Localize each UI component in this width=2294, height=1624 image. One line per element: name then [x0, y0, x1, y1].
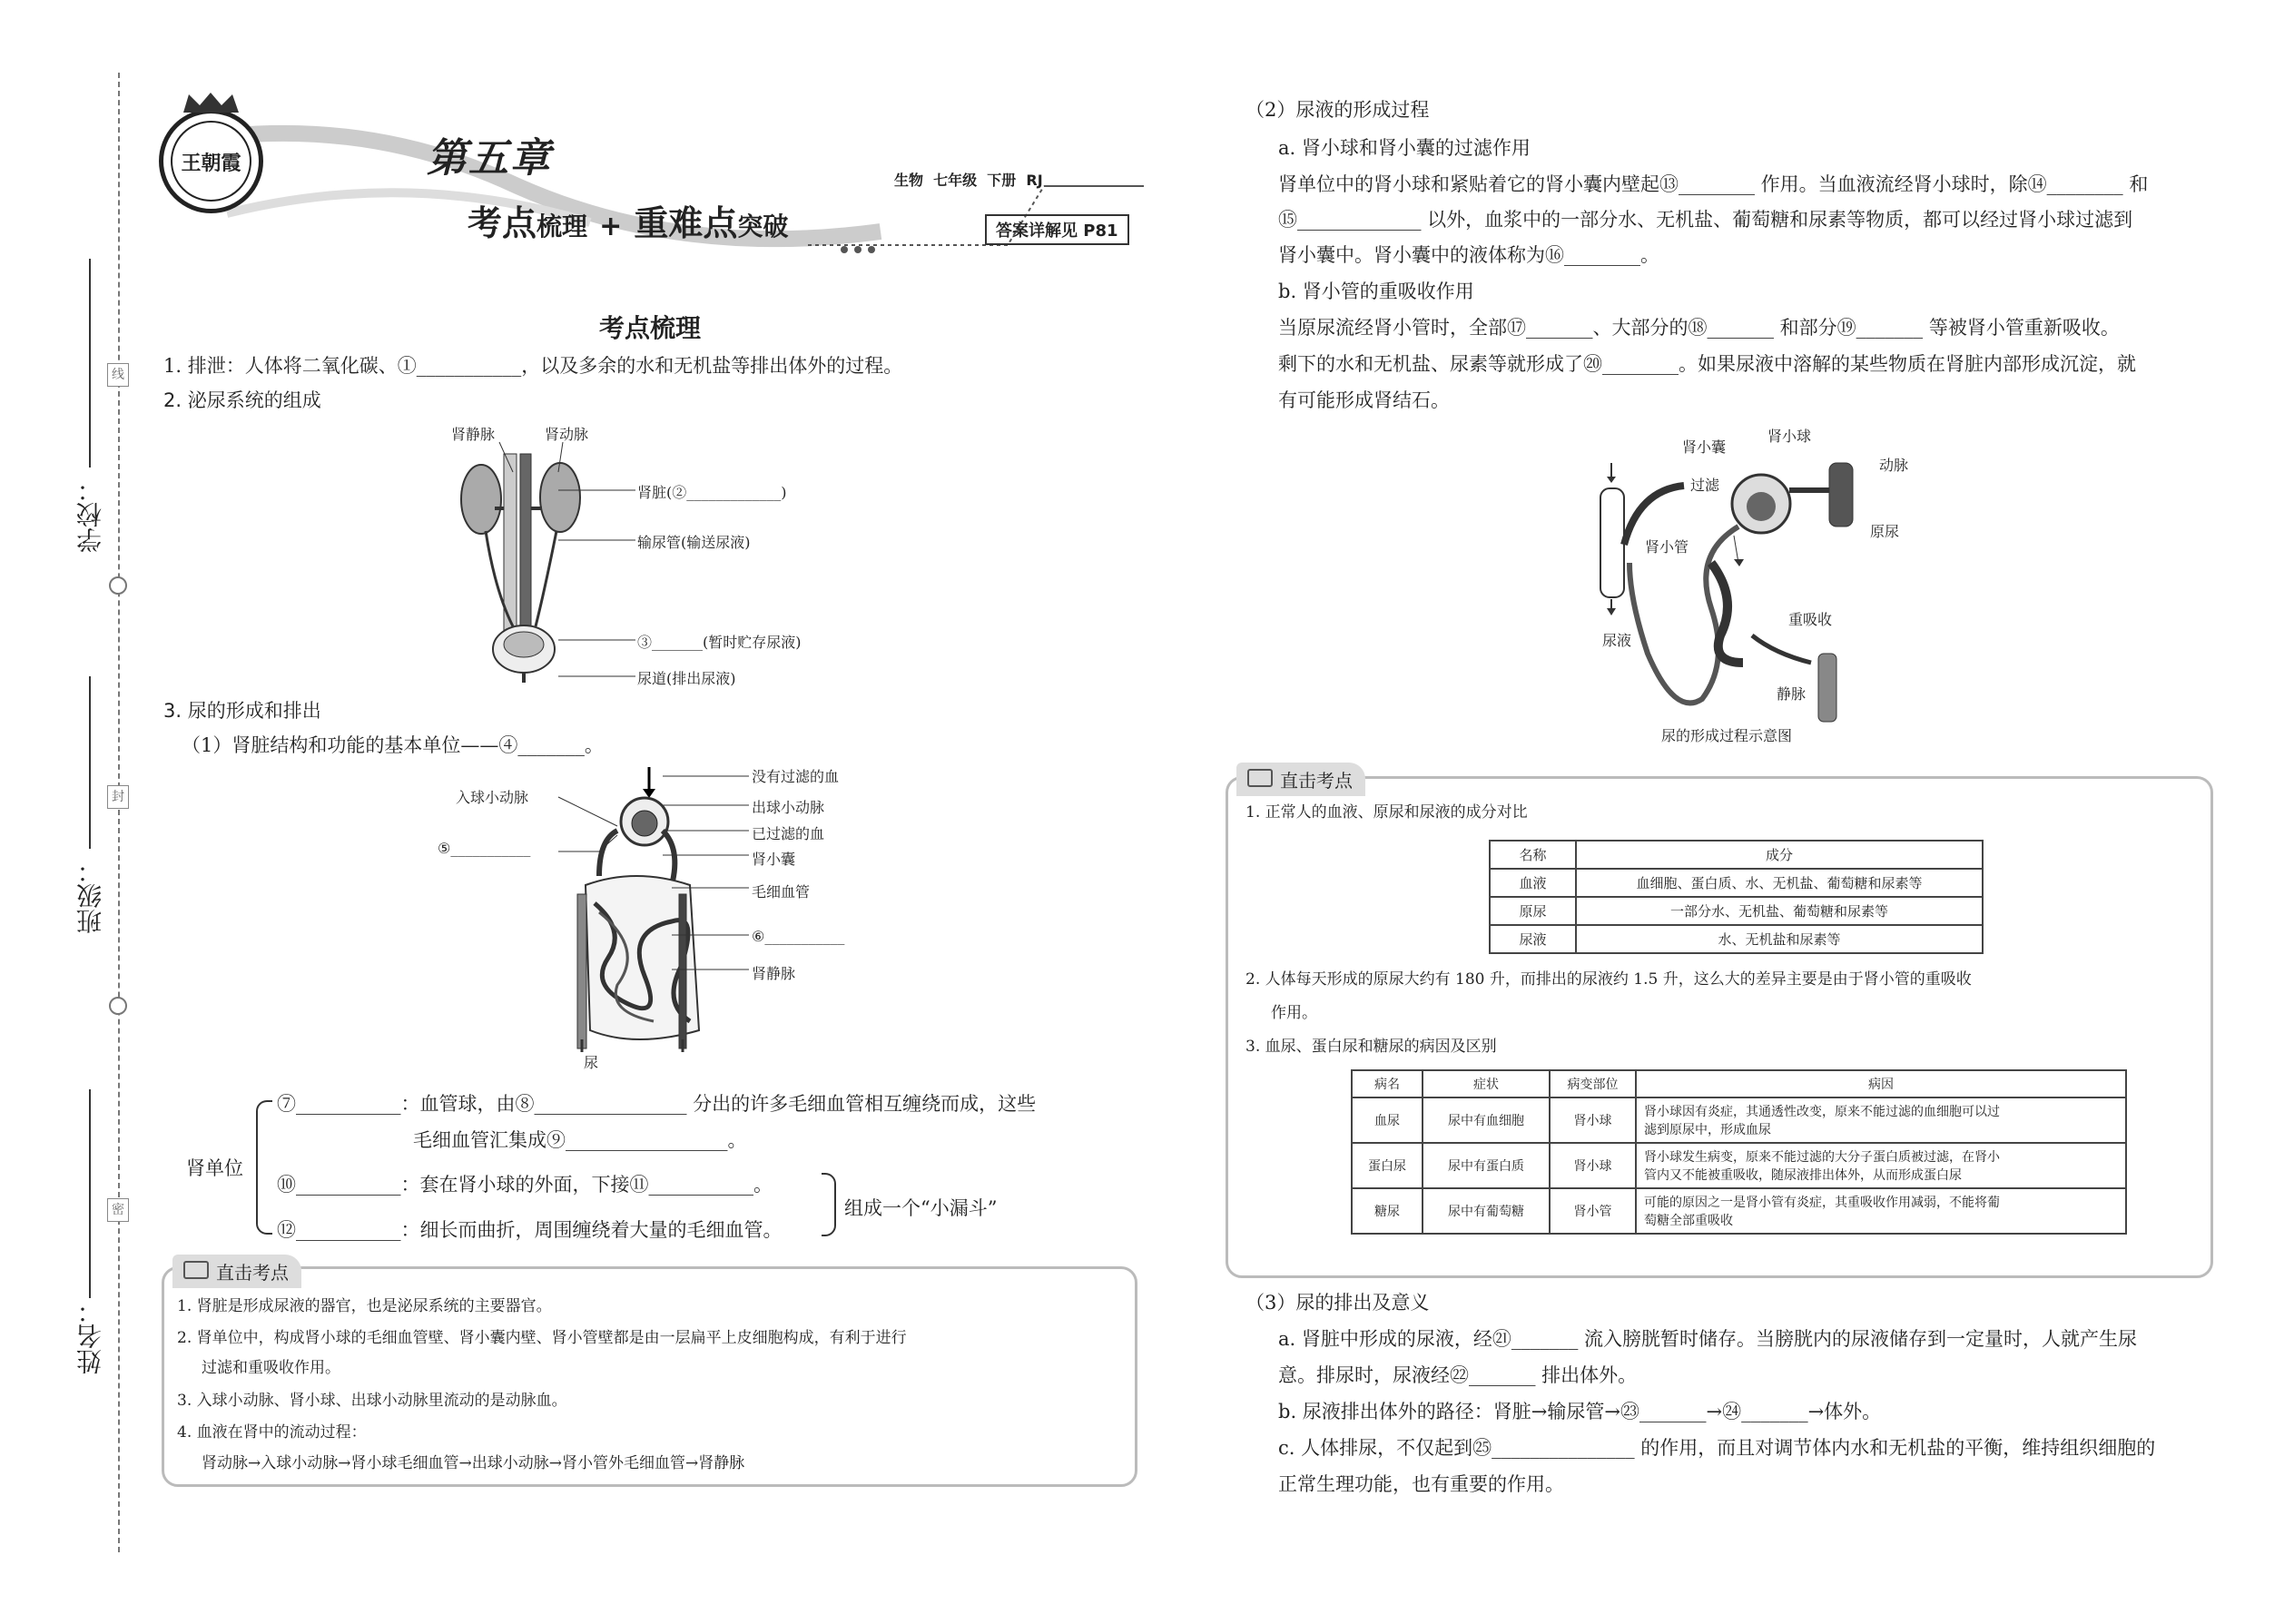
- table-cell: 肾小管: [1550, 1188, 1636, 1234]
- item-urinary-system: 2. 泌尿系统的组成: [163, 389, 321, 411]
- fig2-blank5-label: ⑤___________: [438, 840, 531, 857]
- key-points-tab-left: [172, 1255, 301, 1288]
- fig1-pointer-lines: [481, 440, 590, 477]
- subsection-reabsorption: b. 肾小管的重吸收作用: [1278, 281, 1474, 302]
- funnel-brace: [822, 1173, 836, 1236]
- chapter-title: 第五章: [427, 135, 552, 182]
- key-point: 1. 肾脏是形成尿液的器官，也是泌尿系统的主要器官。: [177, 1297, 552, 1315]
- fig3-capsule-label: 肾小囊: [1682, 438, 1727, 456]
- table-cell: 尿中有蛋白质: [1423, 1143, 1550, 1188]
- fig2-afferent-label: 入球小动脉: [456, 789, 529, 806]
- fig2-unfiltered-label: 没有过滤的血: [752, 768, 840, 785]
- urine-formation-diagram: [1575, 427, 1875, 726]
- section-urine-formation: （2）尿液的形成过程: [1245, 99, 1430, 121]
- fig1-urethra-label: 尿道(排出尿液): [637, 670, 736, 687]
- fig2-efferent-label: 出球小动脉: [752, 799, 825, 816]
- table-cell: 糖尿: [1352, 1188, 1423, 1234]
- table-cell: 尿中有血细胞: [1423, 1097, 1550, 1143]
- nephron-label: 肾单位: [186, 1157, 243, 1179]
- table-row: [1490, 925, 1983, 953]
- table-header-cell: 病变部位: [1550, 1070, 1636, 1097]
- school-label: 学校：: [75, 477, 105, 553]
- book-meta: 生物 七年级 下册 RJ: [894, 172, 1043, 189]
- fig3-reabsorb-label: 重吸收: [1788, 611, 1833, 628]
- key-point: 过滤和重吸收作用。: [202, 1359, 340, 1377]
- crown-icon: [182, 91, 241, 114]
- table-cell: 蛋白尿: [1352, 1143, 1423, 1188]
- table-cell: 血液: [1490, 869, 1576, 897]
- key-point: 作用。: [1271, 1004, 1317, 1022]
- binding-dash-line: [118, 73, 120, 1552]
- table-cell: 血尿: [1352, 1097, 1423, 1143]
- nephron-glomerulus: ⑦___________：血管球，由⑧________________ 分出的许多毛细血管相互缠绕而成，这些: [277, 1093, 1037, 1115]
- fig2-capillary-label: 毛细血管: [752, 883, 811, 901]
- table-cell: 肾小球: [1550, 1097, 1636, 1143]
- cause-line: 可能的原因之一是肾小管有炎症，其重吸收作用减弱，不能将葡: [1644, 1196, 2000, 1210]
- subtitle-part: 梳理: [537, 212, 588, 241]
- discharge-text: a. 肾脏中形成的尿液，经㉑_______ 流入膀胱暂时储存。当膀胱内的尿液储存到一定量时，人就产生尿: [1278, 1328, 2138, 1350]
- table-cell: 尿液: [1490, 925, 1576, 953]
- brand-logo: [159, 109, 263, 213]
- gutter-mark-line: 线: [107, 363, 129, 387]
- gutter-mark-secret: 密: [107, 1198, 129, 1222]
- gutter-hole-icon: [109, 576, 127, 595]
- fig3-primary-urine-label: 原尿: [1870, 523, 1900, 540]
- discharge-text: 意。排尿时，尿液经㉒_______ 排出体外。: [1278, 1364, 1638, 1386]
- discharge-significance: c. 人体排尿，不仅起到㉕_______________ 的作用，而且对调节体内水和无机盐的平衡，维持组织细胞的: [1278, 1437, 2156, 1459]
- table-row: [1352, 1097, 2126, 1143]
- subsection-filtration: a. 肾小球和肾小囊的过滤作用: [1278, 137, 1531, 159]
- fig3-vein-label: 静脉: [1777, 685, 1807, 703]
- table-header-cell: 症状: [1423, 1070, 1550, 1097]
- name-label: 姓名：: [75, 1298, 105, 1374]
- logo-text: 王朝霞: [181, 152, 241, 175]
- subtitle-plus: +: [599, 211, 623, 242]
- fig2-blank6-label: ⑥___________: [752, 928, 845, 945]
- section-title: 考点梳理: [599, 313, 702, 343]
- table-cell: 尿中有葡萄糖: [1423, 1188, 1550, 1234]
- fig2-capsule-label: 肾小囊: [752, 851, 796, 868]
- fig1-kidney-label: 肾脏(②_____________): [637, 484, 787, 501]
- table-row: [1352, 1188, 2126, 1234]
- fig3-urine-label: 尿液: [1602, 632, 1632, 649]
- key-point: 1. 正常人的血液、原尿和尿液的成分对比: [1245, 803, 1528, 822]
- fig2-renal-vein-label: 肾静脉: [752, 965, 796, 982]
- table-cell: 肾小球: [1550, 1143, 1636, 1188]
- table-row: [1490, 897, 1983, 925]
- cause-line: 管内又不能被重吸收，随尿液排出体外，从而形成蛋白尿: [1644, 1168, 1962, 1183]
- class-label: 班级：: [75, 858, 105, 934]
- key-point: 肾动脉→入球小动脉→肾小球毛细血管→出球小动脉→肾小管外毛细血管→肾静脉: [202, 1454, 745, 1472]
- urine-disease-table: [1351, 1069, 2127, 1235]
- key-point: 2. 肾单位中，构成肾小球的毛细血管壁、肾小囊内壁、肾小管壁都是由一层扁平上皮细胞构成，有利于进行: [177, 1329, 907, 1347]
- school-blank-line: [89, 259, 91, 468]
- fig3-caption: 尿的形成过程示意图: [1661, 727, 1793, 744]
- nephron-brace: [256, 1100, 272, 1235]
- table-header-cell: 病名: [1352, 1070, 1423, 1097]
- table-cell: 血细胞、蛋白质、水、无机盐、葡萄糖和尿素等: [1576, 869, 1983, 897]
- answer-reference: 答案详解见 P81: [985, 214, 1129, 245]
- subtitle-part: 突破: [737, 212, 789, 241]
- table-cell: 原尿: [1490, 897, 1576, 925]
- table-header-cell: 名称: [1490, 841, 1576, 869]
- reabsorption-text: 有可能形成肾结石。: [1278, 389, 1450, 411]
- nephron-tubule: ⑫___________：细长而曲折，周围缠绕着大量的毛细血管。: [277, 1219, 783, 1241]
- key-point: 3. 入球小动脉、肾小球、出球小动脉里流动的是动脉血。: [177, 1392, 567, 1410]
- funnel-label: 组成一个“小漏斗”: [844, 1197, 998, 1219]
- fig1-leader-lines: [558, 486, 649, 685]
- gutter-mark-seal: 封: [107, 785, 129, 809]
- composition-table: [1489, 840, 1984, 954]
- key-points-tab-label: 直击考点: [216, 1262, 289, 1284]
- fig2-urine-label: 尿: [584, 1054, 599, 1071]
- fig1-bladder-label: ③_______(暂时贮存尿液): [637, 634, 802, 651]
- fig2-filtered-label: 已过滤的血: [752, 825, 825, 842]
- nephron-capsule: ⑩___________：套在肾小球的外面，下接⑪___________。: [277, 1174, 773, 1196]
- key-points-tab-right: [1236, 763, 1365, 796]
- table-cell: 一部分水、无机盐、葡萄糖和尿素等: [1576, 897, 1983, 925]
- nephron-glomerulus-cont: 毛细血管汇集成⑨_________________。: [413, 1129, 747, 1151]
- discharge-path: b. 尿液排出体外的路径：肾脏→输尿管→㉓_______→㉔_______→体外。: [1278, 1401, 1882, 1422]
- table-cell: [1636, 1188, 2126, 1234]
- table-header-row: [1490, 841, 1983, 869]
- table-row: [1352, 1143, 2126, 1188]
- fig1-renal-artery-label: 肾动脉: [545, 426, 589, 443]
- reabsorption-text: 剩下的水和无机盐、尿素等就形成了⑳________。如果尿液中溶解的某些物质在肾脏内部形成沉淀，就: [1278, 353, 2136, 375]
- item-urine-formation: 3. 尿的形成和排出: [163, 700, 321, 722]
- key-point: 2. 人体每天形成的原尿大约有 180 升，而排出的尿液约 1.5 升，这么大的差异主要是由于肾小管的重吸收: [1245, 970, 1972, 989]
- table-header-row: [1352, 1070, 2126, 1097]
- cause-line: 肾小球发生病变，原来不能过滤的大分子蛋白质被过滤，在肾小: [1644, 1150, 2000, 1165]
- fig1-ureter-label: 输尿管(输送尿液): [637, 534, 751, 551]
- item-excretion: 1. 排泄：人体将二氧化碳、①___________，以及多余的水和无机盐等排出体外的过程。: [163, 355, 903, 377]
- book-icon: [1247, 769, 1273, 787]
- table-cell: [1636, 1143, 2126, 1188]
- name-blank-line: [89, 1089, 91, 1298]
- key-point: 4. 血液在肾中的流动过程：: [177, 1423, 367, 1442]
- filtration-text: 肾单位中的肾小球和紧贴着它的肾小囊内壁起⑬________ 作用。当血液流经肾小球时，除⑭________ 和: [1278, 173, 2149, 195]
- gutter-hole-icon: [109, 997, 127, 1015]
- book-icon: [183, 1261, 209, 1279]
- section-urine-discharge: （3）尿的排出及意义: [1245, 1292, 1430, 1314]
- table-header-cell: 成分: [1576, 841, 1983, 869]
- fig1-renal-vein-label: 肾静脉: [451, 426, 496, 443]
- cause-line: 滤到原尿中，形成血尿: [1644, 1123, 1771, 1137]
- item-nephron-unit: （1）肾脏结构和功能的基本单位——④_______。: [182, 734, 604, 756]
- cause-line: 肾小球因有炎症，其通透性改变，原来不能过滤的血细胞可以过: [1644, 1105, 2000, 1119]
- filtration-text: ⑮_____________ 以外，血浆中的一部分水、无机盐、葡萄糖和尿素等物质，都可以经过肾小球过滤到: [1278, 209, 2133, 231]
- fig3-glomerulus-label: 肾小球: [1767, 428, 1812, 445]
- table-row: [1490, 869, 1983, 897]
- fig3-artery-label: 动脉: [1879, 457, 1909, 474]
- header-subtitle: [468, 195, 788, 245]
- key-point: 3. 血尿、蛋白尿和糖尿的病因及区别: [1245, 1038, 1497, 1056]
- class-blank-line: [89, 676, 91, 849]
- table-header-cell: 病因: [1636, 1070, 2126, 1097]
- subtitle-part: 考点: [468, 203, 537, 243]
- fig2-leader-lines: [545, 772, 753, 980]
- subtitle-part: 重难点: [634, 203, 738, 243]
- fig3-filtration-label: 过滤: [1690, 477, 1720, 494]
- table-cell: 水、无机盐和尿素等: [1576, 925, 1983, 953]
- discharge-significance: 正常生理功能，也有重要的作用。: [1278, 1473, 1564, 1495]
- reabsorption-text: 当原尿流经肾小管时，全部⑰_______、大部分的⑱_______ 和部分⑲_______ 等被肾小管重新吸收。: [1278, 317, 2120, 339]
- fig3-tubule-label: 肾小管: [1645, 538, 1689, 556]
- filtration-text: 肾小囊中。肾小囊中的液体称为⑯________。: [1278, 244, 1659, 266]
- table-cell: [1636, 1097, 2126, 1143]
- key-points-tab-label: 直击考点: [1280, 770, 1353, 792]
- cause-line: 萄糖全部重吸收: [1644, 1214, 1733, 1228]
